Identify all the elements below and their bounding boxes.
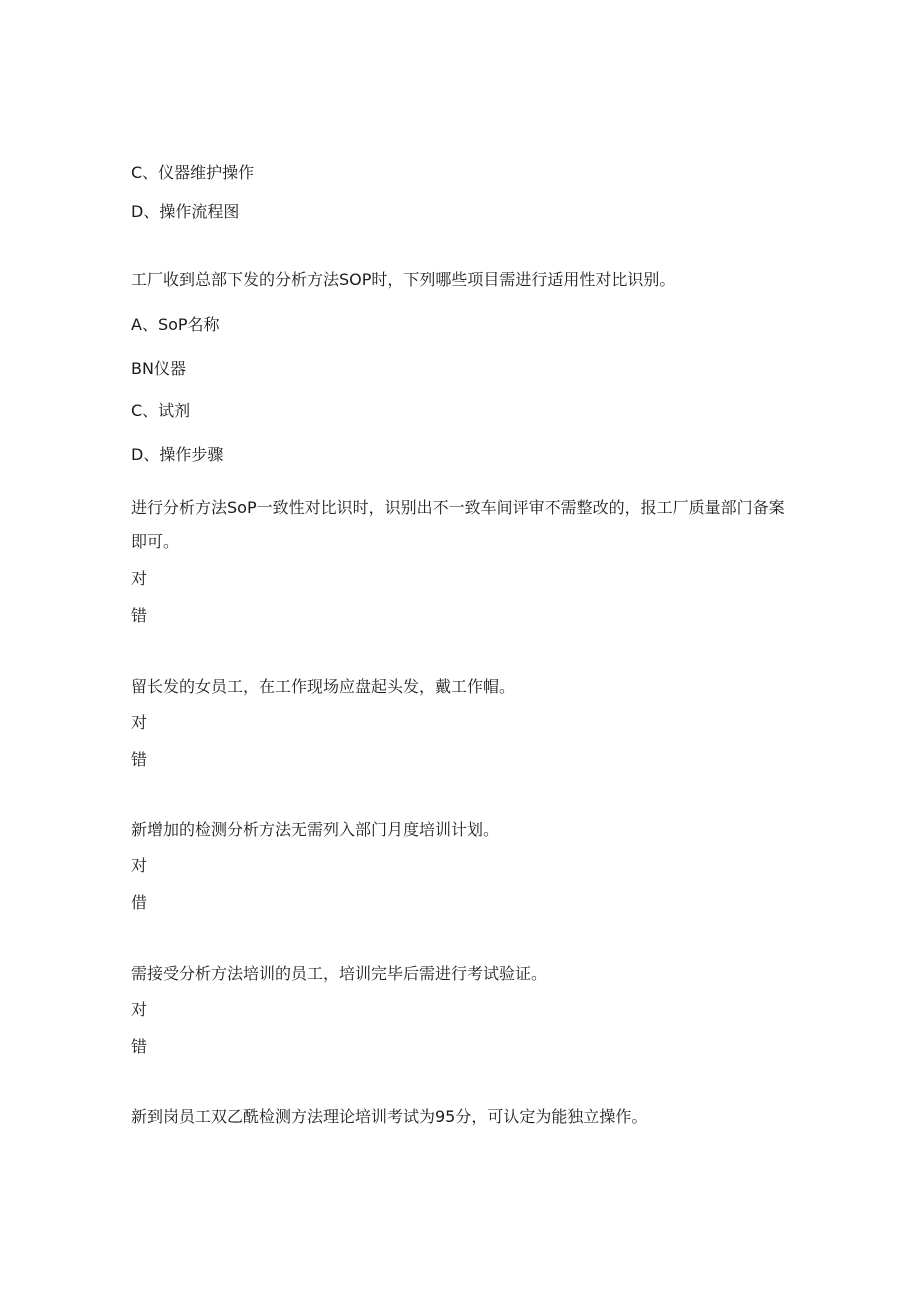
question-long-hair: 留长发的女员工，在工作现场应盘起头发，戴工作帽。 [131, 677, 516, 696]
answer-true: 对 [131, 569, 148, 588]
option-a-sop-name: A、SoP名称 [131, 315, 220, 334]
option-d-operation-steps: D、操作步骤 [131, 445, 224, 464]
option-c-instrument-maintenance: C、仪器维护操作 [131, 163, 255, 182]
question-training-exam: 需接受分析方法培训的员工，培训完毕后需进行考试验证。 [131, 964, 548, 983]
question-sop-consistency: 进行分析方法SoP一致性对比识时，识别出不一致车间评审不需整改的，报工厂质量部门备案即可。 [131, 498, 785, 551]
answer-true: 对 [131, 856, 148, 875]
answer-false: 错 [131, 1037, 148, 1056]
answer-false: 错 [131, 750, 148, 769]
question-sop-applicability: 工厂收到总部下发的分析方法SOP时，下列哪些项目需进行适用性对比识别。 [131, 270, 676, 289]
question-training-plan: 新增加的检测分析方法无需列入部门月度培训计划。 [131, 820, 500, 839]
answer-true: 对 [131, 1000, 148, 1019]
answer-false: 错 [131, 606, 148, 625]
answer-false: 借 [131, 893, 148, 912]
option-d-operation-flowchart: D、操作流程图 [131, 202, 240, 221]
option-b-instrument: BN仪器 [131, 359, 186, 378]
option-c-reagent: C、试剂 [131, 401, 191, 420]
answer-true: 对 [131, 713, 148, 732]
question-new-employee-exam: 新到岗员工双乙酰检测方法理论培训考试为95分，可认定为能独立操作。 [131, 1107, 648, 1126]
